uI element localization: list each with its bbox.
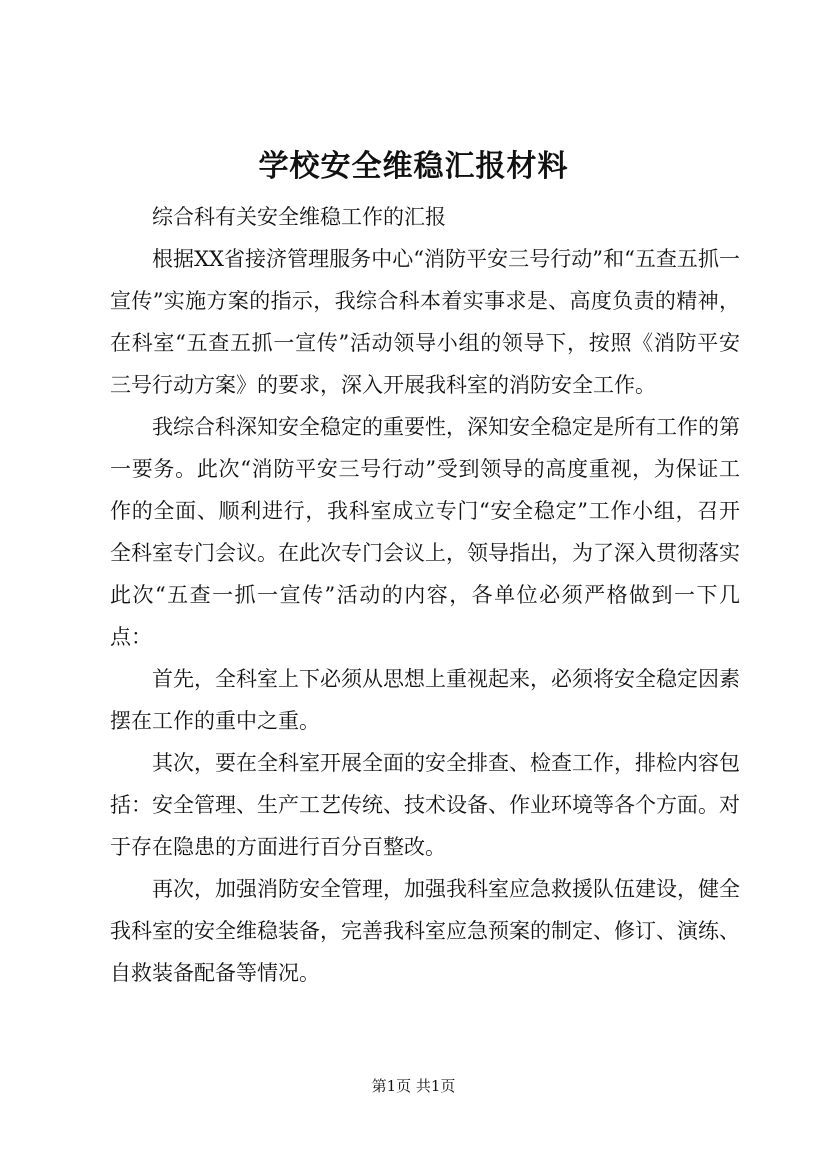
paragraph-subtitle: 综合科有关安全维稳工作的汇报 [152,205,446,229]
page-footer: 第1页 共1页 [371,1077,456,1095]
paragraph-first: 首先，全科室上下必须从思想上重视起来，必须将安全稳定因素摆在工作的重中之重。 [110,667,740,733]
document-body [110,196,740,994]
paragraph-intro: 根据XX省接济管理服务中心“消防平安三号行动”和“五查五抓一宣传”实施方案的指示，我综合科本着实事求是、高度负责的精神，在科室“五查五抓一宣传”活动领导小组的领导下，按照《消防平安三号行动方案》的要求，深入开展我科室的消防安全工作。 [110,247,740,397]
paragraph-second: 其次，要在全科室开展全面的安全排查、检查工作，排检内容包括：安全管理、生产工艺传统、技术设备、作业环境等各个方面。对于存在隐患的方面进行百分百整改。 [110,751,740,859]
paragraph-third: 再次，加强消防安全管理，加强我科室应急救援队伍建设，健全我科室的安全维稳装备，完善我科室应急预案的制定、修订、演练、自救装备配备等情况。 [110,877,740,985]
document-title: 学校安全维稳汇报材料 [258,149,569,184]
paragraph-importance: 我综合科深知安全稳定的重要性，深知安全稳定是所有工作的第一要务。此次“消防平安三号行动”受到领导的高度重视，为保证工作的全面、顺利进行，我科室成立专门“安全稳定”工作小组，召开全科室专门会议。在此次专门会议上，领导指出，为了深入贯彻落实此次“五查一抓一宣传”活动的内容，各单位必须严格做到一下几点： [110,415,740,649]
